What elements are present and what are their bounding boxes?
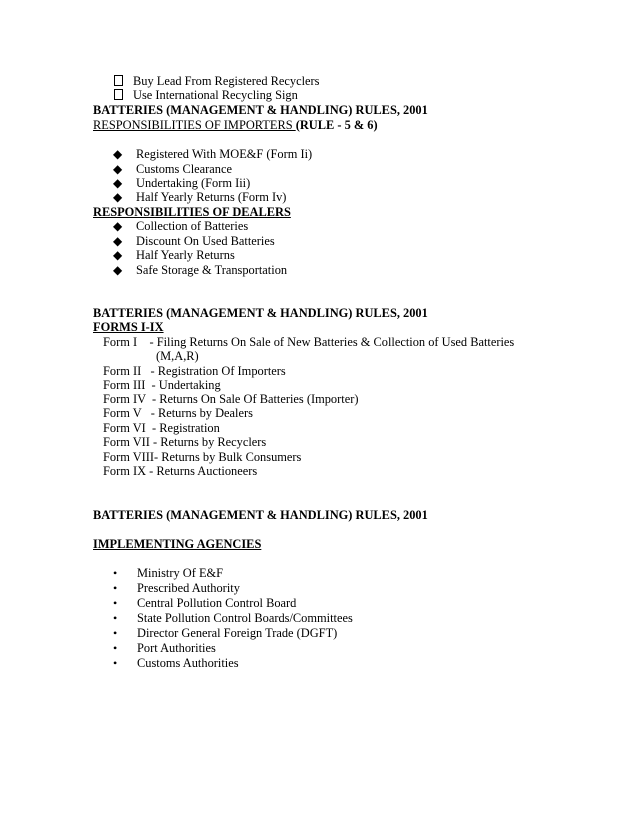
bullet-icon: •: [113, 566, 118, 580]
section-title: BATTERIES (MANAGEMENT & HANDLING) RULES, 2001: [93, 508, 428, 522]
list-item: ◆ Half Yearly Returns (Form Iv): [113, 190, 287, 204]
diamond-bullet-icon: ◆: [113, 248, 123, 262]
bullet-icon: •: [113, 641, 118, 655]
diamond-bullet-icon: ◆: [113, 263, 123, 277]
forms-heading: FORMS I-IX: [93, 320, 164, 334]
diamond-bullet-icon: ◆: [113, 147, 123, 161]
form-item: Form V - Returns by Dealers: [103, 406, 253, 420]
bullet-icon: •: [113, 596, 118, 610]
list-item: Use International Recycling Sign: [114, 88, 298, 102]
section-title: BATTERIES (MANAGEMENT & HANDLING) RULES, 2001: [93, 306, 428, 320]
agencies-heading: IMPLEMENTING AGENCIES: [93, 537, 262, 551]
bullet-icon: •: [113, 581, 118, 595]
form-item-continuation: (M,A,R): [156, 349, 199, 363]
diamond-bullet-icon: ◆: [113, 234, 123, 248]
diamond-bullet-icon: ◆: [113, 219, 123, 233]
list-item: ◆ Discount On Used Batteries: [113, 234, 275, 248]
list-item: • Port Authorities: [113, 641, 216, 655]
form-item: Form IX - Returns Auctioneers: [103, 464, 258, 478]
list-item: • State Pollution Control Boards/Committees: [113, 611, 353, 625]
list-item: ◆ Registered With MOE&F (Form Ii): [113, 147, 313, 161]
checkbox-glyph-icon: [114, 89, 123, 100]
form-item: Form VIII- Returns by Bulk Consumers: [103, 450, 302, 464]
form-item: Form VII - Returns by Recyclers: [103, 435, 267, 449]
form-item: Form VI - Registration: [103, 421, 220, 435]
list-item: ◆ Safe Storage & Transportation: [113, 263, 288, 277]
diamond-bullet-icon: ◆: [113, 190, 123, 204]
diamond-bullet-icon: ◆: [113, 162, 123, 176]
diamond-bullet-icon: ◆: [113, 176, 123, 190]
list-item: • Director General Foreign Trade (DGFT): [113, 626, 338, 640]
form-item: Form II - Registration Of Importers: [103, 364, 286, 378]
bullet-icon: •: [113, 611, 118, 625]
list-item: Buy Lead From Registered Recyclers: [114, 74, 320, 88]
section-title: BATTERIES (MANAGEMENT & HANDLING) RULES, 2001: [93, 103, 428, 117]
bullet-icon: •: [113, 656, 118, 670]
form-item: Form III - Undertaking: [103, 378, 221, 392]
list-item: • Ministry Of E&F: [113, 566, 224, 580]
list-item: • Customs Authorities: [113, 656, 239, 670]
list-item: ◆ Collection of Batteries: [113, 219, 249, 233]
form-item: Form I - Filing Returns On Sale of New Batteries & Collection of Used Batteries: [103, 335, 515, 349]
dealers-heading: RESPONSIBILITIES OF DEALERS: [93, 205, 291, 219]
list-item: ◆ Customs Clearance: [113, 162, 233, 176]
form-item: Form IV - Returns On Sale Of Batteries (Importer): [103, 392, 359, 406]
list-item: ◆ Undertaking (Form Iii): [113, 176, 251, 190]
section-subtitle: RESPONSIBILITIES OF IMPORTERS (RULE - 5 & 6): [93, 118, 378, 132]
checkbox-glyph-icon: [114, 75, 123, 86]
list-item: ◆ Half Yearly Returns: [113, 248, 235, 262]
bullet-icon: •: [113, 626, 118, 640]
list-item: • Central Pollution Control Board: [113, 596, 297, 610]
list-item: • Prescribed Authority: [113, 581, 240, 595]
